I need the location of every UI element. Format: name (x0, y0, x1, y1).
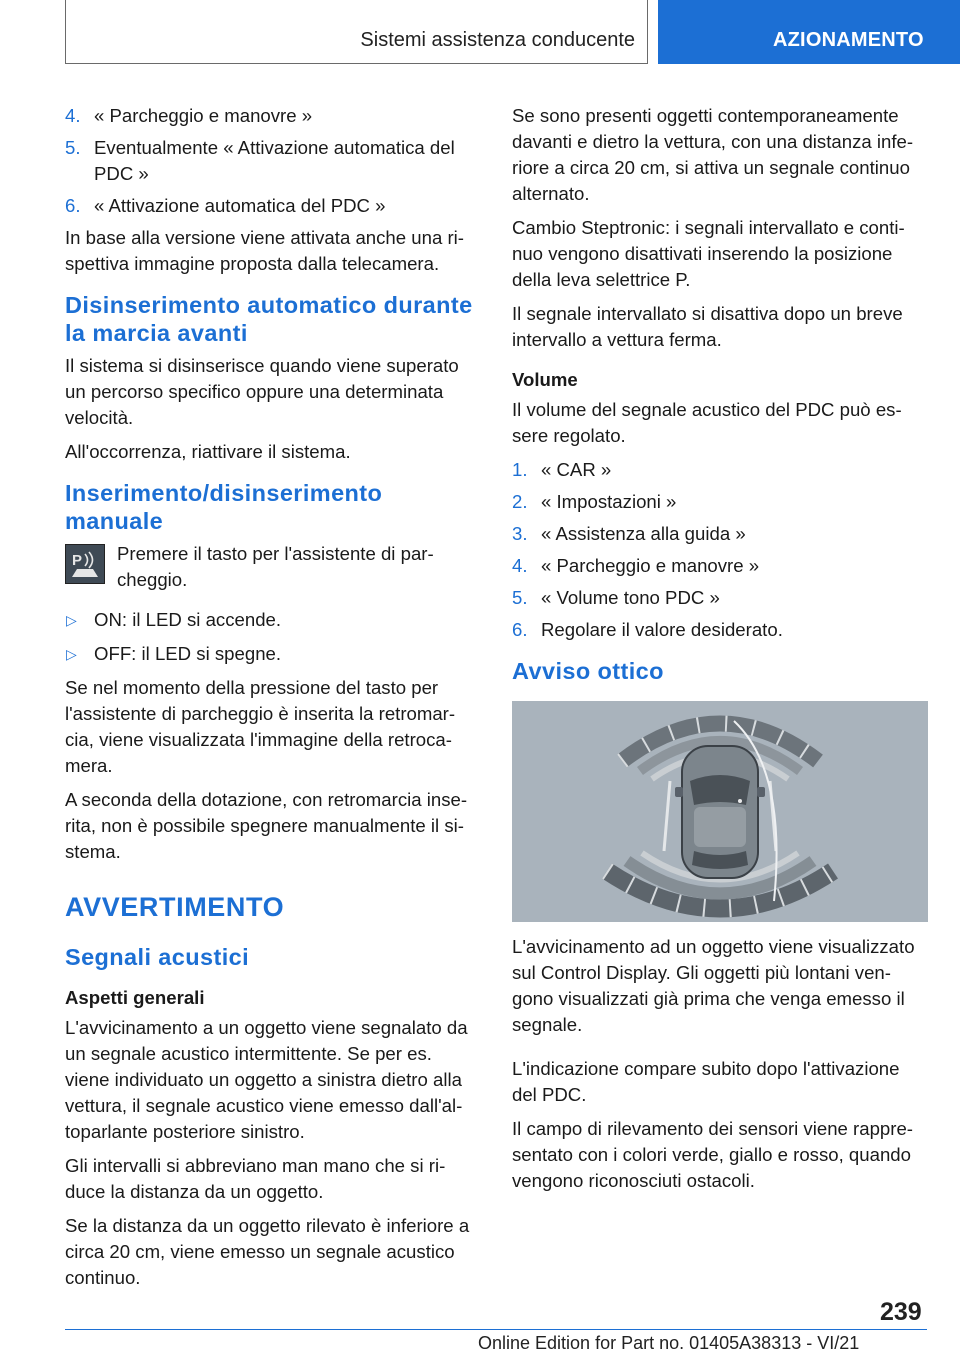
step-text: Eventualmente « Attivazione automatica del PDC » (94, 137, 455, 184)
list-item (65, 103, 480, 129)
paragraph-camera-image: In base alla versione viene attivata anche una ri-spettiva immagine proposta dalla telecamera. (65, 227, 464, 274)
paragraph-intermittent-signal: L'avvicinamento a un oggetto viene segnalato da un segnale acustico intermittente. Se per es. viene individuato un oggetto a sinistra dietro alla vettura, il segnale acustico viene emesso dall'al-toparlante posteriore sinistro. (65, 1017, 468, 1142)
paragraph-reverse-gear: Se nel momento della pressione del tasto per l'assistente di parcheggio è inserita la retromar-cia, viene visualizzata l'immagine della retroca-mera. (65, 677, 456, 776)
step-text: Regolare il valore desiderato. (541, 619, 783, 640)
step-text: « Parcheggio e manovre » (94, 105, 313, 126)
step-number: 4. (512, 555, 528, 576)
step-text: « Parcheggio e manovre » (541, 555, 760, 576)
heading-visual-warning: Avviso ottico (512, 658, 664, 684)
footer-divider (65, 1329, 927, 1330)
warning-heading: AVVERTIMENTO (65, 892, 285, 922)
heading-acoustic-signals: Segnali acustici (65, 944, 250, 970)
list-item (65, 607, 480, 633)
step-number: 2. (512, 491, 528, 512)
step-text: « Assistenza alla guida » (541, 523, 746, 544)
paragraph-front-rear: Se sono presenti oggetti contemporaneamente davanti e dietro la vettura, con una distanza infe-riore a circa 20 cm, si attiva un segnale continuo alternato. (512, 105, 914, 204)
list-item (512, 617, 928, 643)
step-number: 3. (512, 523, 528, 544)
svg-text:P: P (72, 552, 83, 569)
step-number: 6. (512, 619, 528, 640)
heading-auto-deactivation: Disinserimento automatico durante la marcia avanti (65, 292, 473, 346)
step-text: « Volume tono PDC » (541, 587, 720, 608)
paragraph-control-display: L'avvicinamento ad un oggetto viene visualizzato sul Control Display. Gli oggetti più lontani ven-gono visualizzati già prima che venga emesso il segnale. (512, 936, 915, 1035)
step-text: « Impostazioni » (541, 491, 677, 512)
icon-instruction-text: Premere il tasto per l'assistente di par-cheggio. (117, 543, 434, 590)
steps-list-b (512, 457, 928, 643)
paragraph-reactivate: All'occorrenza, riattivare il sistema. (65, 441, 351, 462)
list-item (512, 585, 928, 611)
step-text: « Attivazione automatica del PDC » (94, 195, 386, 216)
step-number: 6. (65, 195, 81, 216)
paragraph-volume: Il volume del segnale acustico del PDC può es-sere regolato. (512, 399, 902, 446)
bullet-text: ON: il LED si accende. (94, 609, 282, 630)
paragraph-standstill: Il segnale intervallato si disattiva dopo un breve intervallo a vettura ferma. (512, 303, 903, 350)
heading-manual-toggle: Inserimento/disinserimento manuale (65, 480, 383, 534)
heading-general-aspects: Aspetti generali (65, 987, 205, 1008)
steps-list-a (65, 103, 480, 219)
step-number: 1. (512, 459, 528, 480)
heading-volume: Volume (512, 369, 578, 390)
paragraph-steptronic: Cambio Steptronic: i segnali intervallato e conti-nuo vengono disattivati inserendo la posizione della leva selettrice P. (512, 217, 905, 290)
list-item (512, 553, 928, 579)
step-number: 5. (512, 587, 528, 608)
left-column (65, 103, 480, 1299)
paragraph-auto-deactivation: Il sistema si disinserisce quando viene superato un percorso specifico oppure una determinata velocità. (65, 355, 459, 428)
step-text: « CAR » (541, 459, 612, 480)
pdc-display-illustration (512, 701, 928, 922)
led-state-list (65, 607, 480, 667)
paragraph-continuous-signal: Se la distanza da un oggetto rilevato è inferiore a circa 20 cm, viene emesso un segnale acustico continuo. (65, 1215, 470, 1288)
triangle-bullet-icon: ▷ (66, 612, 77, 628)
paragraph-equipment: A seconda della dotazione, con retromarcia inse-rita, non è possibile spegnere manualmente il si-stema. (65, 789, 468, 862)
list-item (65, 193, 480, 219)
bullet-text: OFF: il LED si spegne. (94, 643, 282, 664)
paragraph-sensor-colors: Il campo di rilevamento dei sensori viene rappre-sentato con i colori verde, giallo e rosso, quando vengono riconosciuti ostacoli. (512, 1118, 913, 1191)
paragraph-intervals: Gli intervalli si abbreviano man mano che si ri-duce la distanza da un oggetto. (65, 1155, 446, 1202)
header-chapter-label: AZIONAMENTO (773, 29, 924, 51)
header-chapter-tab (658, 0, 960, 64)
parking-button-instruction (65, 541, 480, 595)
step-number: 5. (65, 137, 81, 158)
list-item (512, 521, 928, 547)
header-section-box (65, 0, 648, 64)
list-item (65, 641, 480, 667)
footer-edition: Online Edition for Part no. 01405A38313 - VI/21 (478, 1333, 860, 1353)
step-number: 4. (65, 105, 81, 126)
parking-assist-button-icon (65, 544, 105, 584)
paragraph-indication: L'indicazione compare subito dopo l'attivazione del PDC. (512, 1058, 900, 1105)
list-item (512, 489, 928, 515)
triangle-bullet-icon: ▷ (66, 646, 77, 662)
list-item (65, 135, 480, 187)
page-number: 239 (880, 1298, 922, 1326)
list-item (512, 457, 928, 483)
header-section-title: Sistemi assistenza conducente (360, 29, 635, 51)
right-column (512, 103, 928, 1202)
